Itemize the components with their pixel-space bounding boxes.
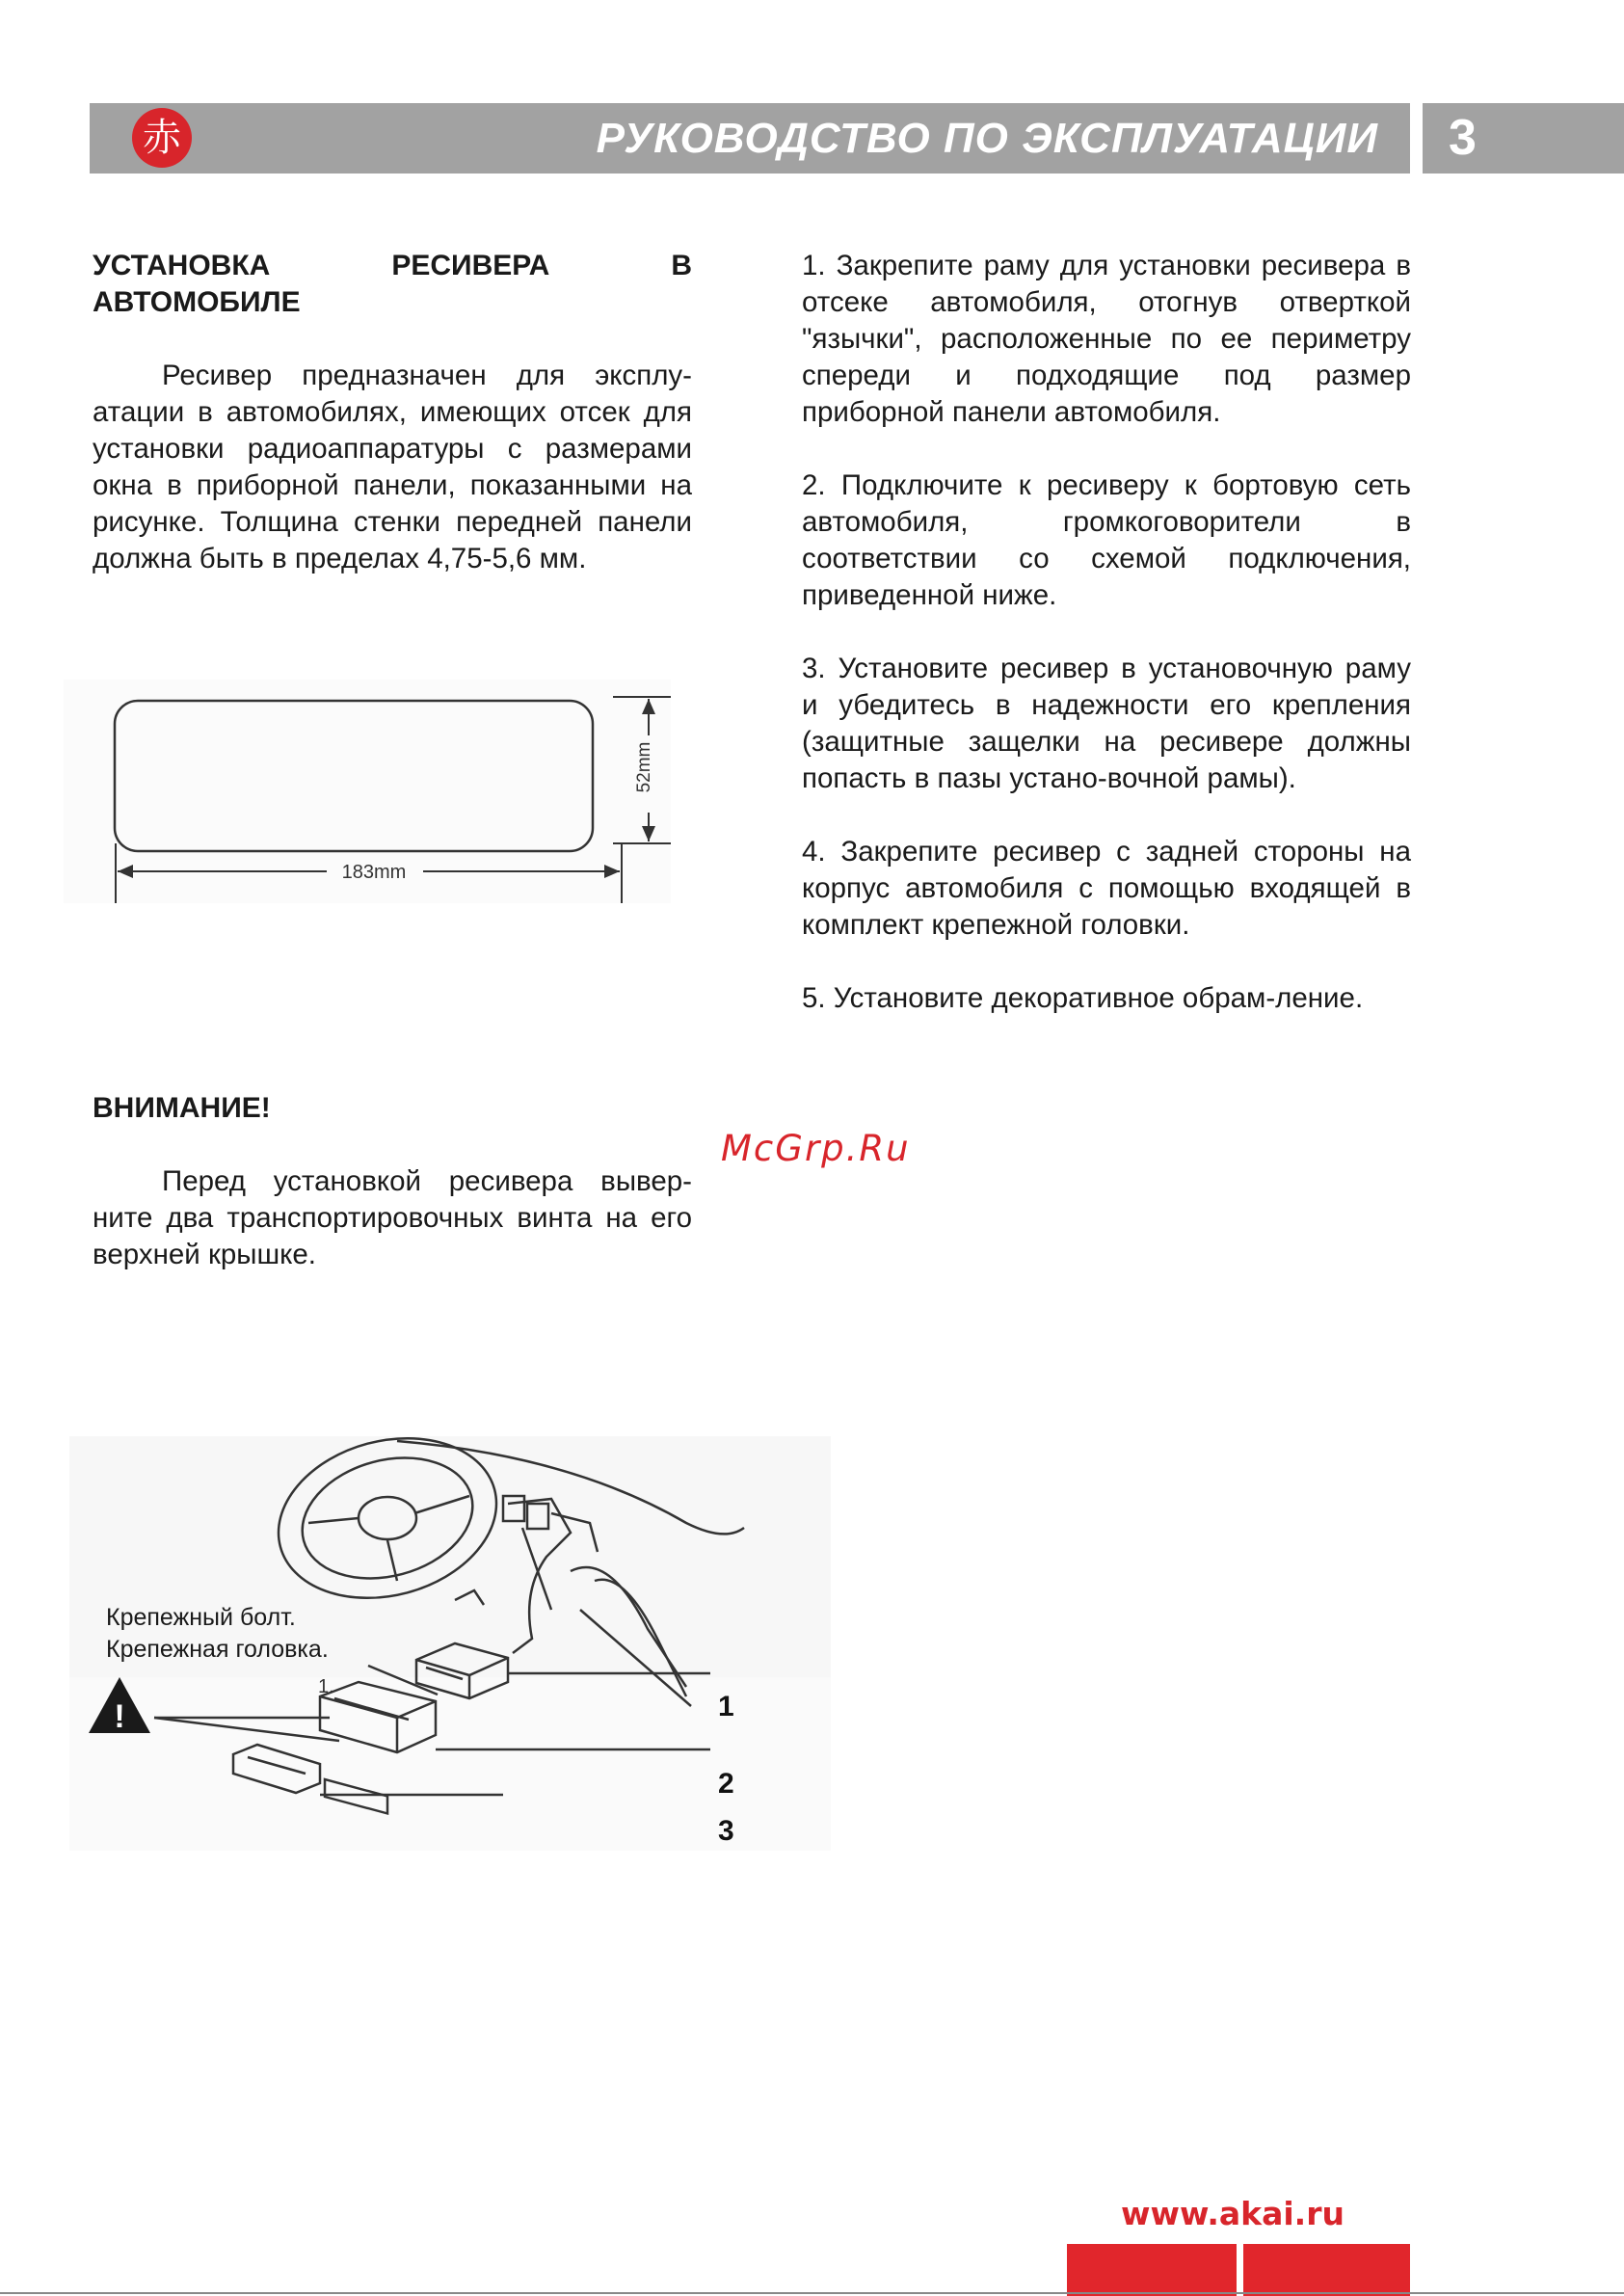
akai-logo-icon: 赤 [132, 108, 192, 168]
panel-dimension-diagram [64, 680, 671, 903]
step-5: 5. Установите декоративное обрам-ление. [802, 982, 1364, 1014]
step-2: 2. Подключите к ресиверу к бортовую сеть автомобиля, громкоговорители в соответствии со схемой подключения, приведенной ниже. [802, 469, 1411, 611]
footer-red-block [1067, 2244, 1237, 2296]
heading-word: РЕСИВЕРА [391, 250, 550, 281]
warning-mark: ! [114, 1698, 125, 1735]
height-dimension-label: 52mm [634, 741, 654, 793]
page-number: 3 [1449, 110, 1477, 166]
step-3: 3. Установите ресивер в установочную раму и убедитесь в надежности его крепления (защитные защелки на ресивере должны попасть в пазы устано-вочной рамы). [802, 653, 1411, 794]
step-4: 4. Закрепите ресивер с задней стороны на корпус автомобиля с помощью входящей в комплект крепежной головки. [802, 836, 1411, 941]
watermark: McGrp.Ru [721, 1128, 911, 1169]
heading-word: В [671, 250, 692, 281]
label-head: Крепежная головка. [106, 1636, 329, 1663]
step-1: 1. Закрепите раму для установки ресивера в отсеке автомобиля, отогнув отверткой "язычки", расположенные по ее периметру спереди и подходящие под размер приборной панели автомобиля. [802, 250, 1411, 428]
callout-2: 2 [718, 1768, 734, 1800]
page-title: РУКОВОДСТВО ПО ЭКСПЛУАТАЦИИ [596, 115, 1378, 162]
section-heading [93, 248, 692, 321]
install-steps [802, 248, 1411, 1017]
footer-url: www.akai.ru [1121, 2195, 1344, 2232]
attention-paragraph: Перед установкой ресивера вывер-ните два транспортировочных винта на его верхней крышке. [93, 1165, 692, 1270]
heading-word: УСТАНОВКА [93, 250, 271, 281]
intro-paragraph: Ресивер предназначен для эксплу-атации в автомобилях, имеющих отсек для установки радиоаппаратуры с размерами окна в приборной панели, показанными на рисунке. Толщина стенки передней панели должна быть в пределах 4,75-5,6 мм. [93, 360, 692, 574]
footer-red-block [1243, 2244, 1410, 2296]
label-bolt: Крепежный болт. [106, 1604, 296, 1631]
callout-1: 1 [718, 1691, 734, 1722]
footer-line [0, 2292, 1624, 2294]
heading-line-2: АВТОМОБИЛЕ [93, 286, 301, 318]
attention-title: ВНИМАНИЕ! [93, 1092, 271, 1124]
width-dimension-label: 183mm [341, 862, 407, 883]
small-mark: 1. [318, 1676, 334, 1697]
callout-3: 3 [718, 1815, 734, 1847]
